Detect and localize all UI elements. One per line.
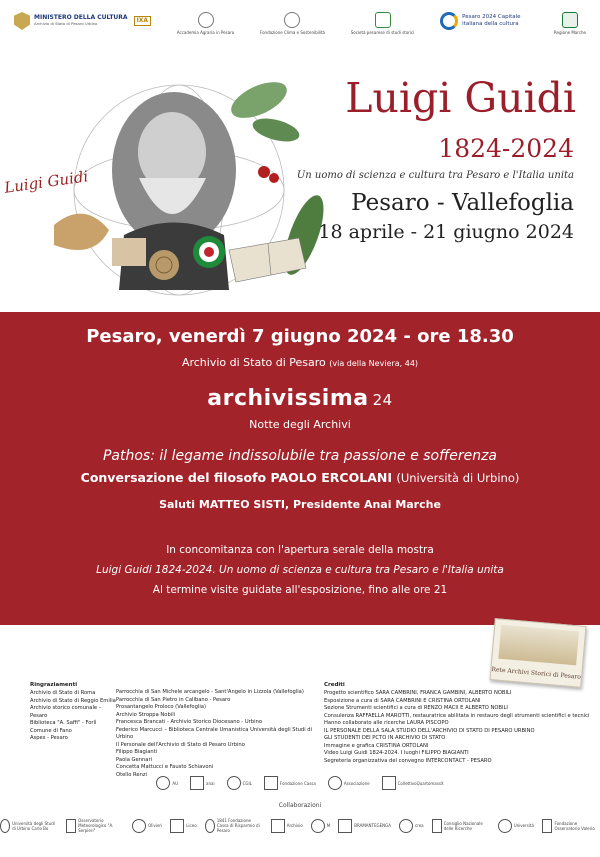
- partner-logo: [432, 819, 490, 833]
- regione-label: Regione Marche: [553, 30, 586, 35]
- logo-label: Fondazione Osservatorio Valerio: [554, 820, 595, 831]
- thanks-item: Francesca Brancati - Archivio Storico Diocesano - Urbino: [116, 719, 262, 726]
- partner-logo: [311, 819, 330, 833]
- partner-logo: [0, 819, 58, 833]
- logo-label: M: [326, 823, 331, 828]
- partner-logo: [190, 776, 215, 790]
- logo-emblem-icon: [498, 819, 512, 833]
- partner-logo: [399, 819, 424, 833]
- partner-logo: [542, 819, 600, 833]
- sponsor-logos-row: [0, 776, 600, 790]
- notte-archivi: Notte degli Archivi: [249, 418, 351, 431]
- logo-emblem-icon: [338, 819, 352, 833]
- logo-emblem-icon: [190, 776, 204, 790]
- partner-logo: [66, 818, 124, 833]
- partner-logo: [382, 776, 444, 790]
- thanks-item: Biblioteca "A. Saffi" - Forlì: [30, 720, 97, 727]
- mic-name: MINISTERO DELLA CULTURA: [34, 14, 128, 22]
- credit-item: GLI STUDENTI DEI PCTO IN ARCHIVIO DI STATO: [324, 735, 446, 742]
- hero-section: [0, 58, 600, 310]
- contact-address: via della Neviera, 44 - 61121 Pesaro | tel. 0721 31851: [178, 651, 422, 661]
- logo-emblem-icon: [156, 776, 170, 790]
- logo-label: Università degli Studi di Urbino Carlo Bo: [12, 820, 55, 831]
- speaker-line: Conversazione del filosofo PAOLO ERCOLANI: [80, 470, 392, 485]
- thanks-item: Comune di Fano: [30, 727, 72, 734]
- brand-number: 24: [372, 391, 393, 409]
- logo-label: Associazione: [343, 780, 370, 786]
- credit-item: Hanno collaborato alle ricerche LAURA PISCOPO: [324, 720, 449, 727]
- exhibition-note-2: Luigi Guidi 1824-2024. Un uomo di scienza e cultura tra Pesaro e l'Italia unita: [96, 564, 504, 576]
- logo-emblem-icon: [264, 776, 278, 790]
- thanks-item: Il Personale dell'Archivio di Stato di Pesaro Urbino: [116, 741, 245, 748]
- thanks-column-2: [116, 689, 316, 779]
- logo-emblem-icon: [205, 819, 215, 833]
- logo-label: Osservatorio Meteorologico "A. Serpieri": [78, 818, 114, 833]
- exhibition-years: 1824-2024: [438, 134, 574, 163]
- thanks-item: Parrocchia di San Michele arcangelo - Sant'Angelo in Lizzola (Vallefoglia): [116, 689, 304, 695]
- logo-label: Università: [513, 823, 534, 828]
- logo-emblem-icon: [542, 819, 552, 833]
- logo-label: Fondazione Cassa: [279, 780, 316, 786]
- thanks-item: Federico Marcucci – Biblioteca Centrale Umanistica Università degli Studi di Urbino: [116, 726, 313, 741]
- credit-item: Progetto scientifico SARA CAMBRINI, FRANCA GAMBINI, ALBERTO NOBILI: [324, 689, 512, 696]
- venue-name: Archivio di Stato di Pesaro: [181, 356, 326, 369]
- partner-logo: [156, 776, 178, 790]
- logo-emblem-icon: [271, 819, 285, 833]
- partner-logo: [264, 776, 316, 790]
- credit-item: Consulenza RAFFAELLA MAROTTI, restauratrice abilitata in restauro degli strumenti scientifici e tecnici: [324, 712, 590, 719]
- logo-label: crea: [414, 823, 424, 828]
- exhibition-dates: 18 aprile - 21 giugno 2024: [318, 221, 574, 243]
- talk-title: Pathos: il legame indissolubile tra passione e sofferenza: [102, 448, 498, 464]
- thanks-item: Prosantangelo Proloco (Vallefoglia): [116, 704, 206, 711]
- thanks-item: Otello Renzi: [116, 771, 148, 778]
- logo-emblem-icon: [170, 819, 184, 833]
- thanks-item: Concetta Mattucci e Fausto Schiavoni: [116, 764, 214, 771]
- thanks-item: Archivio di Stato di Roma: [30, 689, 96, 696]
- thanks-heading: Ringraziamenti: [30, 682, 78, 688]
- accademia-label: Accademia Agraria in Pesaro: [176, 30, 235, 35]
- venue-address: (via della Neviera, 44): [329, 359, 419, 368]
- societa-label: Società pesarese di studi storici: [350, 30, 415, 35]
- fondazione-label: Fondazione Clima e Sostenibilità: [259, 30, 325, 35]
- logo-emblem-icon: [432, 819, 442, 833]
- logo-label: Archivio: [286, 823, 303, 828]
- logo-emblem-icon: [328, 776, 342, 790]
- logo-emblem-icon: [382, 776, 396, 790]
- event-headline: Pesaro, venerdì 7 giugno 2024 - ore 18.30: [86, 326, 514, 347]
- logo-label: 1841 Fondazione Cassa di Risparmio di Pesaro: [216, 818, 260, 833]
- credit-item: IL PERSONALE DELLA SALA STUDIO DELL'ARCHIVIO DI STATO DI PESARO URBINO: [324, 727, 535, 734]
- logo-emblem-icon: [132, 819, 146, 833]
- italian-crest-icon: [14, 12, 30, 30]
- contact-site[interactable]: Archivio di Stato di Pesaro Urbino | https://aspesaro.cultura.gov.it: [165, 636, 460, 646]
- exhibition-note-1: In concomitanza con l'apertura serale della mostra: [166, 544, 434, 556]
- logo-label: CollettivoQuartomassX: [397, 780, 444, 786]
- partner-logo: [170, 819, 196, 833]
- fondazione-clima-logo: [260, 12, 325, 36]
- credits-heading: Crediti: [324, 682, 345, 688]
- credit-item: Immagine e grafica CRISTINA ORTOLANI: [324, 742, 429, 749]
- landscape-image: [498, 625, 579, 666]
- logo-label: BRAMANTEGENGA: [354, 823, 391, 828]
- capitale-label: Pesaro 2024 Capitale italiana della cultura: [462, 14, 521, 27]
- regione-emblem-icon: [562, 12, 578, 28]
- thanks-column-1: [30, 682, 116, 743]
- greetings-line: Saluti MATTEO SISTI, Presidente Anai Marche: [159, 498, 441, 511]
- credit-item: Esposizione a cura di SARA CAMBRINI E CRISTINA ORTOLANI: [324, 697, 481, 704]
- instagram-icon: [152, 637, 160, 645]
- logo-emblem-icon: [227, 776, 241, 790]
- logo-label: Olivieri: [148, 823, 163, 828]
- partner-logo: [328, 776, 370, 790]
- thanks-item: Archivio storico comunale – Pesaro: [30, 705, 102, 719]
- collaborator-logos-row: [0, 818, 600, 833]
- logo-label: anai: [206, 780, 215, 786]
- fondazione-emblem-icon: [284, 12, 300, 28]
- partner-logo: [132, 819, 162, 833]
- credit-item: Segreteria organizzativa del convegno INTERCONTACT - PESARO: [324, 757, 492, 764]
- capitale-ring-icon: [440, 12, 458, 30]
- partner-logo: [271, 819, 303, 833]
- facebook-icon: [141, 637, 149, 645]
- ministero-cultura-logo: [14, 12, 151, 30]
- partner-logo: [205, 818, 263, 833]
- logo-label: Consiglio Nazionale delle Ricerche: [443, 820, 483, 831]
- logo-label: Liceo: [186, 823, 197, 828]
- thanks-item: Archivio Stroppa Nobili: [116, 711, 176, 718]
- credit-item: Video Luigi Guidi 1824-2024. I luoghi FILIPPO BIAGIANTI: [324, 750, 469, 757]
- exhibition-subtitle: Un uomo di scienza e cultura tra Pesaro e l'Italia unita: [296, 170, 574, 181]
- logo-label: CGIL: [242, 780, 252, 786]
- accademia-emblem-icon: [198, 12, 214, 28]
- collaborazioni-label: Collaborazioni: [278, 802, 322, 809]
- partner-logos-top: [14, 12, 586, 54]
- event-venue: [0, 356, 600, 369]
- cockade-icon: [193, 236, 225, 268]
- pesaro-capitale-logo: [440, 12, 528, 30]
- exhibition-title: Luigi Guidi: [345, 74, 576, 122]
- archivissima-brand: [0, 386, 600, 411]
- thanks-item: Archivio di Stato di Reggio Emilia: [30, 697, 116, 704]
- speaker-university: (Università di Urbino): [396, 471, 520, 485]
- signature: Luigi Guidi: [3, 167, 90, 197]
- logo-emblem-icon: [66, 819, 76, 833]
- exhibition-place: Pesaro - Vallefoglia: [351, 190, 574, 216]
- thanks-item: Filippo Biagianti: [116, 749, 158, 756]
- brand-name: archivissima: [207, 386, 369, 411]
- logo-emblem-icon: [311, 819, 325, 833]
- partner-logo: [227, 776, 252, 790]
- rete-archivi-postcard: [489, 618, 586, 688]
- societa-pesarese-logo: [351, 12, 415, 36]
- thanks-item: Parrocchia di San Pietro in Calibano - Pesaro: [116, 696, 231, 703]
- credits-column: [324, 682, 600, 765]
- thanks-item: Aspes - Pesaro: [30, 735, 68, 742]
- logo-emblem-icon: [0, 819, 10, 833]
- accademia-agraria-logo: [177, 12, 234, 36]
- talk-speaker: [0, 470, 600, 485]
- mic-archive-name: Archivio di Stato di Pesaro Urbino: [34, 21, 98, 27]
- logo-label: AU: [172, 780, 179, 786]
- logo-emblem-icon: [399, 819, 413, 833]
- book-icon: [229, 238, 306, 282]
- regione-marche-logo: [554, 12, 586, 36]
- thanks-item: Paola Gennari: [116, 756, 153, 763]
- postcard-caption: Rete Archivi Storici di Pesaro: [491, 666, 582, 681]
- societa-emblem-icon: [375, 12, 391, 28]
- mic-badge: IXA: [134, 16, 152, 25]
- exhibition-note-3: Al termine visite guidate all'esposizione, fino alle ore 21: [152, 584, 448, 596]
- credit-item: Sezione Strumenti scientifici a cura di RENZO MACII E ALBERTO NOBILI: [324, 705, 508, 712]
- event-band: [0, 312, 600, 661]
- partner-logo: [338, 819, 391, 833]
- partner-logo: [498, 819, 534, 833]
